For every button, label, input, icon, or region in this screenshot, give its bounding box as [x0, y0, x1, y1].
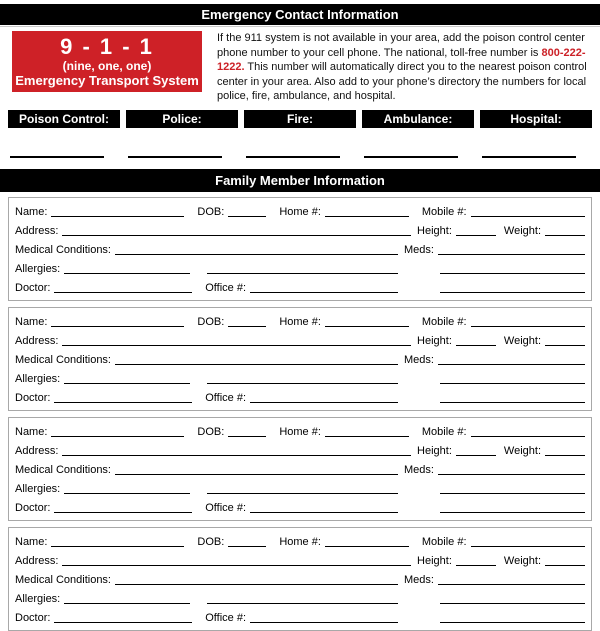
page-title: Emergency Contact Information — [0, 4, 600, 25]
meds-label: Meds: — [404, 463, 434, 476]
doctor-row — [15, 277, 585, 296]
home-phone-blank-line — [325, 326, 409, 327]
meds-label: Meds: — [404, 243, 434, 256]
contact-blank-line — [8, 156, 120, 158]
contact-blank-line — [244, 156, 356, 158]
name-row — [15, 201, 585, 220]
doctor-label: Doctor: — [15, 501, 51, 514]
family-member-card — [8, 527, 592, 631]
dob-label: DOB: — [197, 535, 225, 548]
doctor-label: Doctor: — [15, 391, 51, 404]
height-label: Height: — [417, 224, 452, 237]
contact-label-ambulance: Ambulance: — [362, 110, 474, 128]
dob-blank-line — [228, 216, 266, 217]
height-blank-line — [456, 565, 496, 566]
medical-conditions-label: Medical Conditions: — [15, 573, 111, 586]
mobile-phone-label: Mobile #: — [421, 205, 467, 218]
mobile-phone-blank-line — [471, 216, 585, 217]
office-phone-blank-line — [250, 292, 398, 293]
dob-blank-line — [228, 546, 266, 547]
medical-conditions-blank-line — [115, 474, 398, 475]
meds-blank-line — [438, 364, 585, 365]
meds-blank-line — [438, 254, 585, 255]
allergies-row — [15, 368, 585, 387]
911-caption: Emergency Transport System — [15, 73, 199, 88]
office-phone-label: Office #: — [205, 281, 246, 294]
meds-blank-line — [438, 584, 585, 585]
address-row — [15, 330, 585, 349]
office-phone-label: Office #: — [205, 611, 246, 624]
address-blank-line — [62, 455, 411, 456]
height-blank-line — [456, 345, 496, 346]
meds-continued-blank-line — [440, 292, 585, 293]
mobile-phone-blank-line — [471, 546, 585, 547]
medical-row — [15, 569, 585, 588]
name-label: Name: — [15, 315, 48, 328]
contact-blank-line — [362, 156, 474, 158]
medical-row — [15, 349, 585, 368]
address-row — [15, 550, 585, 569]
home-phone-label: Home #: — [279, 315, 321, 328]
emergency-contact-form — [0, 4, 600, 631]
family-member-card — [8, 417, 592, 521]
height-label: Height: — [417, 554, 452, 567]
home-phone-label: Home #: — [279, 425, 321, 438]
intro-section — [12, 31, 588, 104]
weight-blank-line — [545, 345, 585, 346]
mobile-phone-blank-line — [471, 326, 585, 327]
allergies-label: Allergies: — [15, 482, 61, 495]
mobile-phone-label: Mobile #: — [421, 425, 467, 438]
name-row — [15, 311, 585, 330]
doctor-blank-line — [54, 512, 192, 513]
address-row — [15, 220, 585, 239]
911-red-box — [12, 31, 202, 92]
allergies-row — [15, 478, 585, 497]
office-phone-blank-line — [250, 402, 398, 403]
meds-continued-blank-line — [440, 383, 585, 384]
mobile-phone-label: Mobile #: — [421, 315, 467, 328]
allergies-blank-line — [64, 273, 190, 274]
allergies-blank-line — [64, 493, 190, 494]
allergies-blank-line — [64, 383, 190, 384]
mobile-phone-label: Mobile #: — [421, 535, 467, 548]
address-label: Address: — [15, 444, 59, 457]
meds-continued-blank-line — [440, 512, 585, 513]
meds-continued-blank-line — [440, 603, 585, 604]
meds-label: Meds: — [404, 353, 434, 366]
allergies-blank-line — [64, 603, 190, 604]
office-phone-blank-line — [250, 512, 398, 513]
allergies-label: Allergies: — [15, 262, 61, 275]
name-row — [15, 421, 585, 440]
name-blank-line — [51, 546, 184, 547]
weight-blank-line — [545, 235, 585, 236]
name-blank-line — [51, 326, 184, 327]
allergies-continued-blank-line — [207, 493, 398, 494]
intro-text-after: This number will automatically direct you to the nearest poison control center in your area. Also add to your phone’s directory the numbers for local police, fire, ambulance, and hospital. — [217, 61, 587, 103]
weight-blank-line — [545, 455, 585, 456]
dob-blank-line — [228, 326, 266, 327]
weight-label: Weight: — [503, 224, 541, 237]
name-blank-line — [51, 436, 184, 437]
poison-control-phone-number: 800-222-1222. — [217, 46, 586, 74]
name-row — [15, 531, 585, 550]
allergies-continued-blank-line — [207, 273, 398, 274]
meds-continued-blank-line — [440, 273, 585, 274]
doctor-blank-line — [54, 292, 192, 293]
medical-conditions-label: Medical Conditions: — [15, 243, 111, 256]
contact-label-hospital: Hospital: — [480, 110, 592, 128]
911-words: (nine, one, one) — [62, 59, 152, 73]
name-label: Name: — [15, 205, 48, 218]
allergies-continued-blank-line — [207, 603, 398, 604]
dob-label: DOB: — [197, 205, 225, 218]
height-blank-line — [456, 455, 496, 456]
allergies-label: Allergies: — [15, 592, 61, 605]
office-phone-label: Office #: — [205, 391, 246, 404]
height-label: Height: — [417, 334, 452, 347]
emergency-contacts-labels — [8, 110, 592, 128]
contact-blank-line — [126, 156, 238, 158]
family-member-card — [8, 307, 592, 411]
doctor-row — [15, 607, 585, 626]
home-phone-blank-line — [325, 546, 409, 547]
weight-label: Weight: — [503, 334, 541, 347]
mobile-phone-blank-line — [471, 436, 585, 437]
medical-conditions-blank-line — [115, 584, 398, 585]
intro-text-before: If the 911 system is not available in your area, add the poison control center phone number to your cell phone. The national, toll-free number is — [217, 32, 585, 59]
medical-row — [15, 459, 585, 478]
home-phone-blank-line — [325, 436, 409, 437]
meds-continued-blank-line — [440, 493, 585, 494]
contact-label-fire: Fire: — [244, 110, 356, 128]
address-blank-line — [62, 345, 411, 346]
meds-blank-line — [438, 474, 585, 475]
weight-blank-line — [545, 565, 585, 566]
home-phone-blank-line — [325, 216, 409, 217]
doctor-blank-line — [54, 402, 192, 403]
address-blank-line — [62, 565, 411, 566]
doctor-label: Doctor: — [15, 611, 51, 624]
allergies-continued-blank-line — [207, 383, 398, 384]
name-blank-line — [51, 216, 184, 217]
weight-label: Weight: — [503, 444, 541, 457]
allergies-label: Allergies: — [15, 372, 61, 385]
medical-conditions-label: Medical Conditions: — [15, 463, 111, 476]
doctor-label: Doctor: — [15, 281, 51, 294]
medical-conditions-blank-line — [115, 254, 398, 255]
weight-label: Weight: — [503, 554, 541, 567]
family-section-title: Family Member Information — [0, 169, 600, 192]
contact-label-poison-control: Poison Control: — [8, 110, 120, 128]
address-label: Address: — [15, 224, 59, 237]
medical-conditions-blank-line — [115, 364, 398, 365]
address-row — [15, 440, 585, 459]
contact-label-police: Police: — [126, 110, 238, 128]
medical-row — [15, 239, 585, 258]
height-blank-line — [456, 235, 496, 236]
family-member-card — [8, 197, 592, 301]
allergies-row — [15, 258, 585, 277]
dob-label: DOB: — [197, 425, 225, 438]
doctor-row — [15, 387, 585, 406]
meds-continued-blank-line — [440, 402, 585, 403]
name-label: Name: — [15, 425, 48, 438]
medical-conditions-label: Medical Conditions: — [15, 353, 111, 366]
home-phone-label: Home #: — [279, 205, 321, 218]
emergency-contacts-blanks — [8, 156, 592, 158]
address-blank-line — [62, 235, 411, 236]
dob-blank-line — [228, 436, 266, 437]
name-label: Name: — [15, 535, 48, 548]
doctor-row — [15, 497, 585, 516]
contact-blank-line — [480, 156, 592, 158]
office-phone-label: Office #: — [205, 501, 246, 514]
family-members-list — [0, 197, 600, 631]
address-label: Address: — [15, 334, 59, 347]
dob-label: DOB: — [197, 315, 225, 328]
height-label: Height: — [417, 444, 452, 457]
address-label: Address: — [15, 554, 59, 567]
intro-paragraph — [217, 31, 588, 104]
allergies-row — [15, 588, 585, 607]
911-number: 9 - 1 - 1 — [60, 34, 154, 59]
title-divider — [0, 26, 600, 27]
meds-label: Meds: — [404, 573, 434, 586]
home-phone-label: Home #: — [279, 535, 321, 548]
